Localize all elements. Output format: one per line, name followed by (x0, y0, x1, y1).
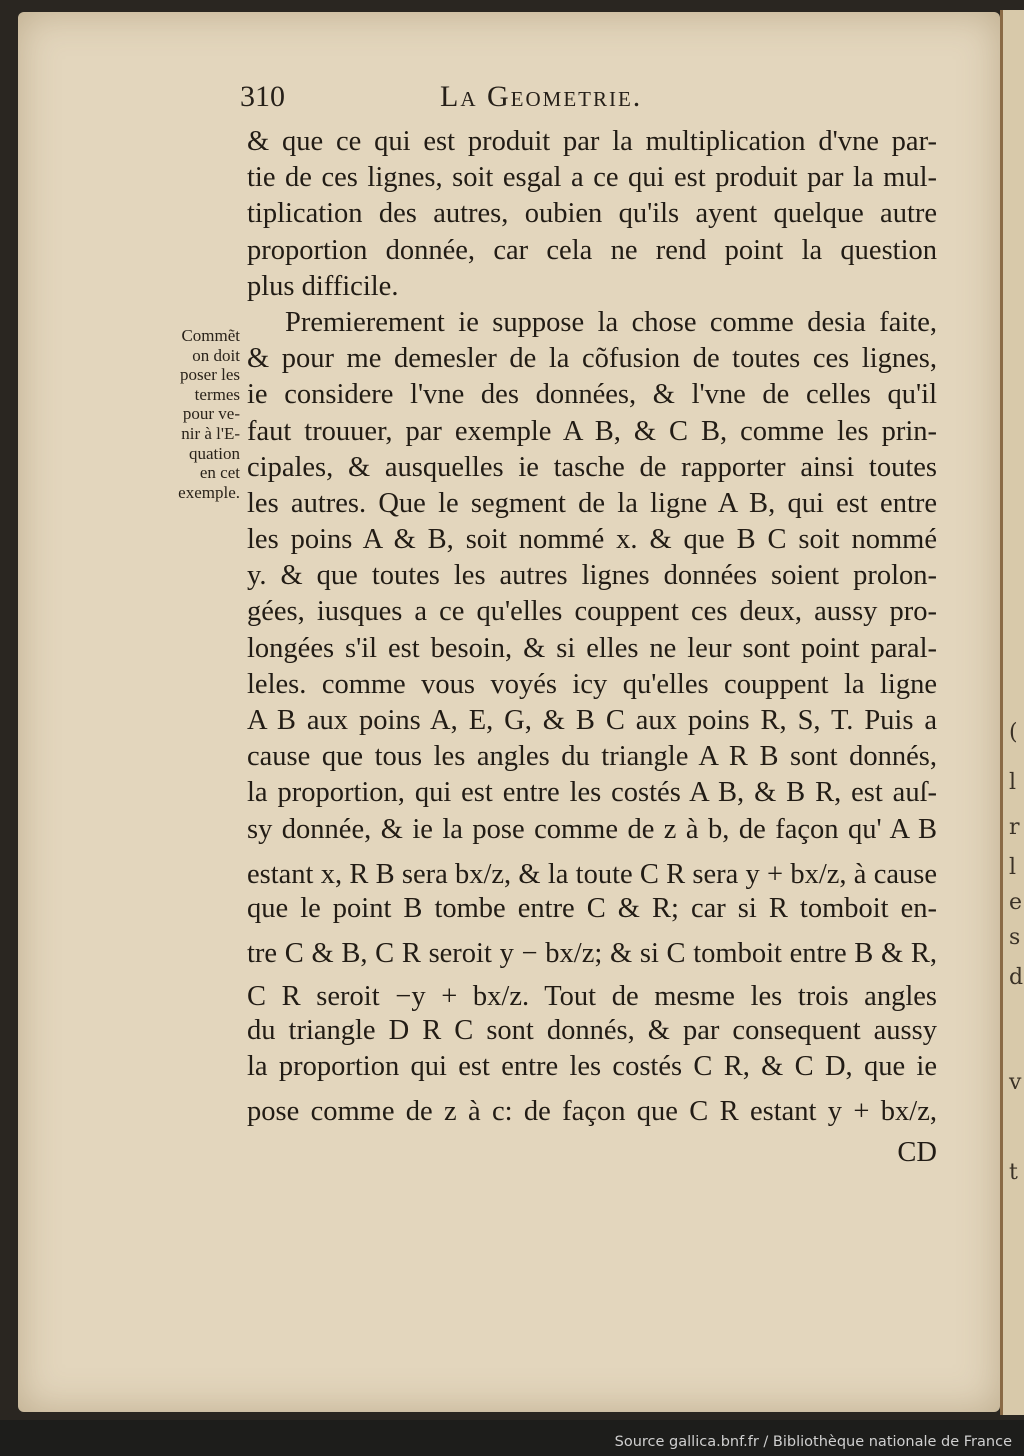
catchword: CD (897, 1137, 937, 1169)
edge-glyph: e (1009, 890, 1023, 915)
text-line: plus difficile. (247, 270, 399, 302)
book-title: La Geometrie. (440, 80, 643, 113)
text-line: longées s'il est besoin, & si elles ne leur sont point paral- (247, 632, 937, 664)
edge-glyph: ( (1009, 720, 1018, 745)
text-line: cause que tous les angles du triangle A R B sont donnés, (247, 741, 937, 773)
margin-note-line: on doit (192, 345, 240, 365)
margin-note-line: termes (194, 384, 240, 404)
text-line: gées, iusques a ce qu'elles couppent ces deux, aussy pro- (247, 596, 937, 628)
margin-note (145, 326, 240, 502)
next-page-edge (1000, 10, 1024, 1415)
text-line: tiplication des autres, oubien qu'ils ayent quelque autre (247, 198, 937, 230)
text-line: du triangle D R C sont donnés, & par consequent aussy (247, 1014, 937, 1046)
body-text (247, 124, 937, 1188)
text-line: y. & que toutes les autres lignes données soient prolon- (247, 560, 937, 592)
source-credit: Source gallica.bnf.fr / Bibliothèque nationale de France (614, 1434, 1012, 1450)
edge-glyph: d (1009, 965, 1024, 990)
edge-glyph: l (1009, 855, 1017, 880)
page-number: 310 (240, 80, 285, 113)
text-line: la proportion qui est entre les costés C R, & C D, que ie (247, 1051, 937, 1083)
margin-note-line: en cet (199, 463, 240, 483)
edge-glyph: s (1009, 925, 1021, 950)
edge-glyph: r (1009, 815, 1020, 840)
text-line: ie considere l'vne des données, & l'vne de celles qu'il (247, 379, 937, 411)
text-line: les poins A & B, soit nommé x. & que B C soit nommé (247, 524, 937, 556)
text-line: la proportion, qui est entre les costés A B, & B R, est auſ- (247, 777, 937, 809)
formula-line: C R seroit −y + bx/z. Tout de mesme les trois angles (247, 980, 937, 1012)
margin-note-line: poser les (180, 365, 240, 385)
margin-note-line: exemple. (178, 482, 240, 502)
margin-note-line: pour ve- (182, 404, 240, 424)
margin-note-line: quation (189, 443, 240, 463)
text-line: que le point B tombe entre C & R; car si R tomboit en- (247, 892, 937, 924)
formula-line: pose comme de z à c: de façon que C R estant y + bx/z, (247, 1096, 937, 1128)
running-head (240, 80, 940, 124)
edge-glyph: t (1009, 1160, 1018, 1185)
text-line: cipales, & ausquelles ie tasche de rapporter ainsi toutes (247, 451, 937, 483)
margin-note-line: Commẽt (181, 326, 240, 345)
margin-note-line: nir à l'E- (181, 423, 240, 443)
text-line: & que ce qui est produit par la multiplication d'vne par- (247, 126, 937, 157)
text-line: leles. comme vous voyés icy qu'elles couppent la ligne (247, 668, 937, 700)
text-line: & pour me demesler de la cõfusion de toutes ces lignes, (247, 343, 937, 375)
text-line: A B aux poins A, E, G, & B C aux poins R, S, T. Puis a (247, 705, 937, 736)
edge-glyph: l (1009, 770, 1017, 795)
text-line: sy donnée, & ie la pose comme de z à b, de façon qu' A B (247, 813, 937, 845)
formula-line: estant x, R B sera bx/z, & la toute C R sera y + bx/z, à cause (247, 858, 937, 890)
text-line: proportion donnée, car cela ne rend point la question (247, 234, 937, 266)
text-line: les autres. Que le segment de la ligne A B, qui est entre (247, 487, 937, 519)
edge-glyph: v (1009, 1070, 1022, 1095)
formula-line: tre C & B, C R seroit y − bx/z; & si C tomboit entre B & R, (247, 937, 937, 969)
text-line: tie de ces lignes, soit esgal a ce qui est produit par la mul- (247, 162, 937, 194)
paragraph-start-line: Premierement ie suppose la chose comme desia faite, (285, 306, 937, 338)
text-line: faut trouuer, par exemple A B, & C B, comme les prin- (247, 415, 937, 447)
